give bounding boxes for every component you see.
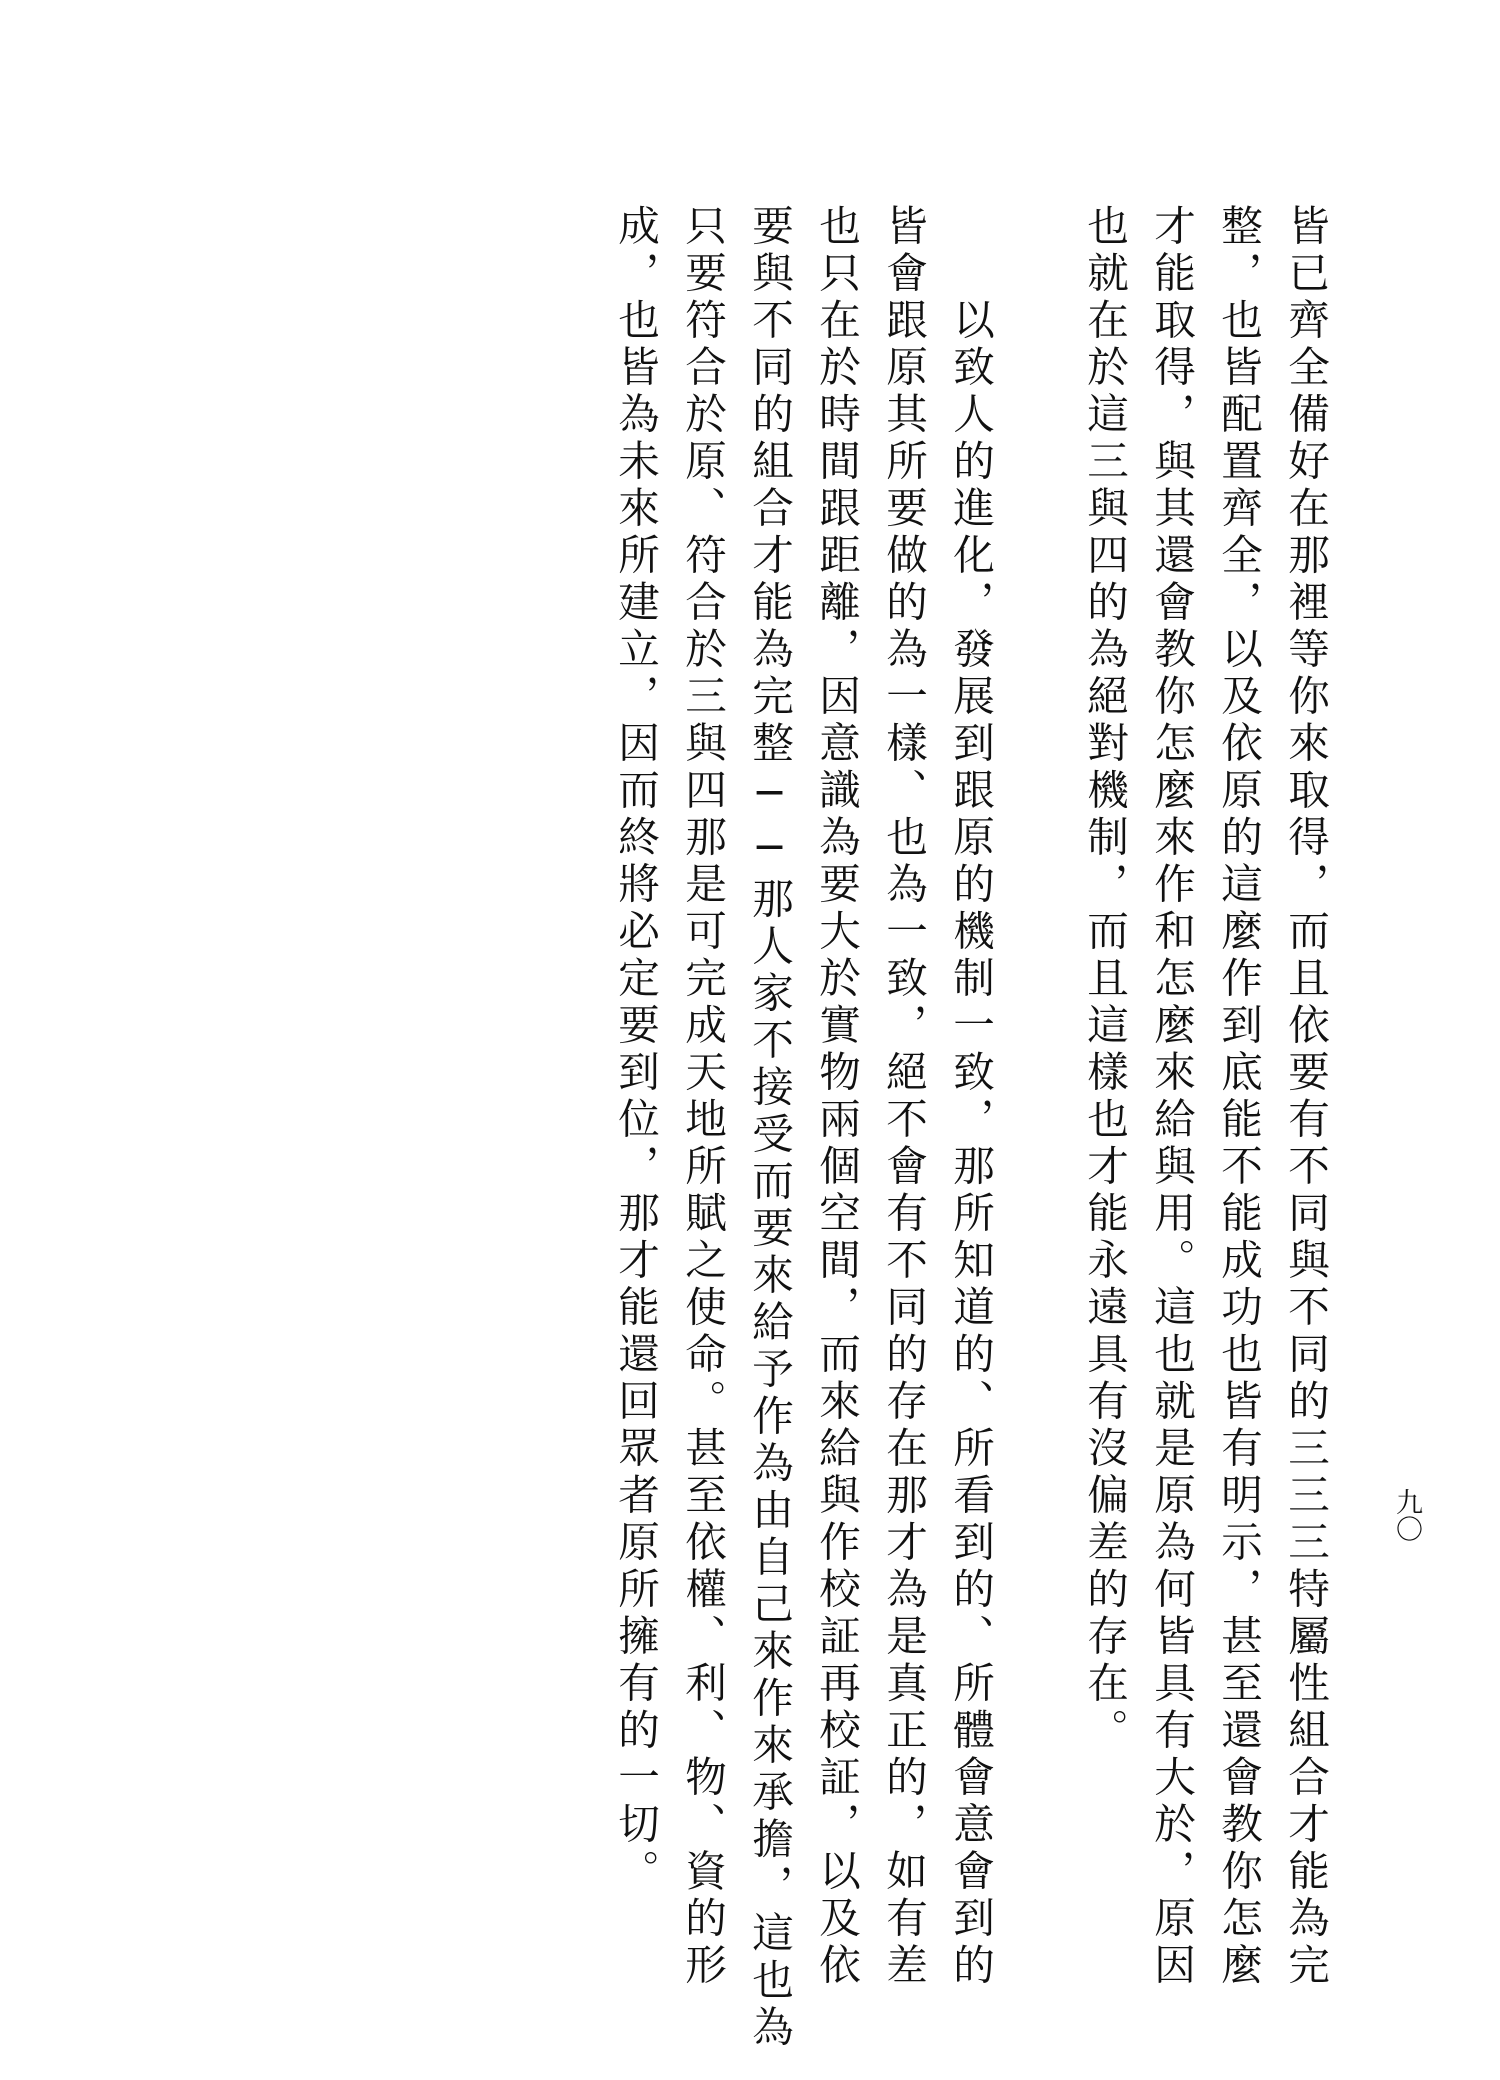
text-column-4: 也就在於這三與四的為絕對機制，而且這樣也才能永遠具有沒偏差的存在。 <box>1080 204 1129 1755</box>
text-column-7: 也只在於時間跟距離，因意識為要大於實物兩個空間，而來給與作校証再校証，以及依 <box>812 204 861 1990</box>
text-column-6: 皆會跟原其所要做的為一樣、也為一致，絕不會有不同的存在那才為是真正的，如有差 <box>879 204 928 1990</box>
text-column-10: 成，也皆為未來所建立，因而終將必定要到位，那才能還回眾者原所擁有的一切。 <box>611 204 660 1896</box>
text-column-8: 要與不同的組合才能為完整──那人家不接受而要來給予作為由自己來作來承擔，這也為 <box>745 204 794 2052</box>
text-column-9: 只要符合於原、符合於三與四那是可完成天地所賦之使命。甚至依權、利、物、資的形 <box>678 204 727 1990</box>
text-column-2: 整，也皆配置齊全，以及依原的這麼作到底能不能成功也皆有明示，甚至還會教你怎麼 <box>1214 204 1263 1990</box>
text-column-1: 皆已齊全備好在那裡等你來取得，而且依要有不同與不同的三三三特屬性組合才能為完 <box>1281 204 1330 1990</box>
text-column-5: 以致人的進化，發展到跟原的機制一致，那所知道的、所看到的、所體會意會到的 <box>946 298 995 1990</box>
page-number: 九〇 <box>1391 1488 1422 1542</box>
text-column-3: 才能取得，與其還會教你怎麼來作和怎麼來給與用。這也就是原為何皆具有大於，原因 <box>1147 204 1196 1990</box>
